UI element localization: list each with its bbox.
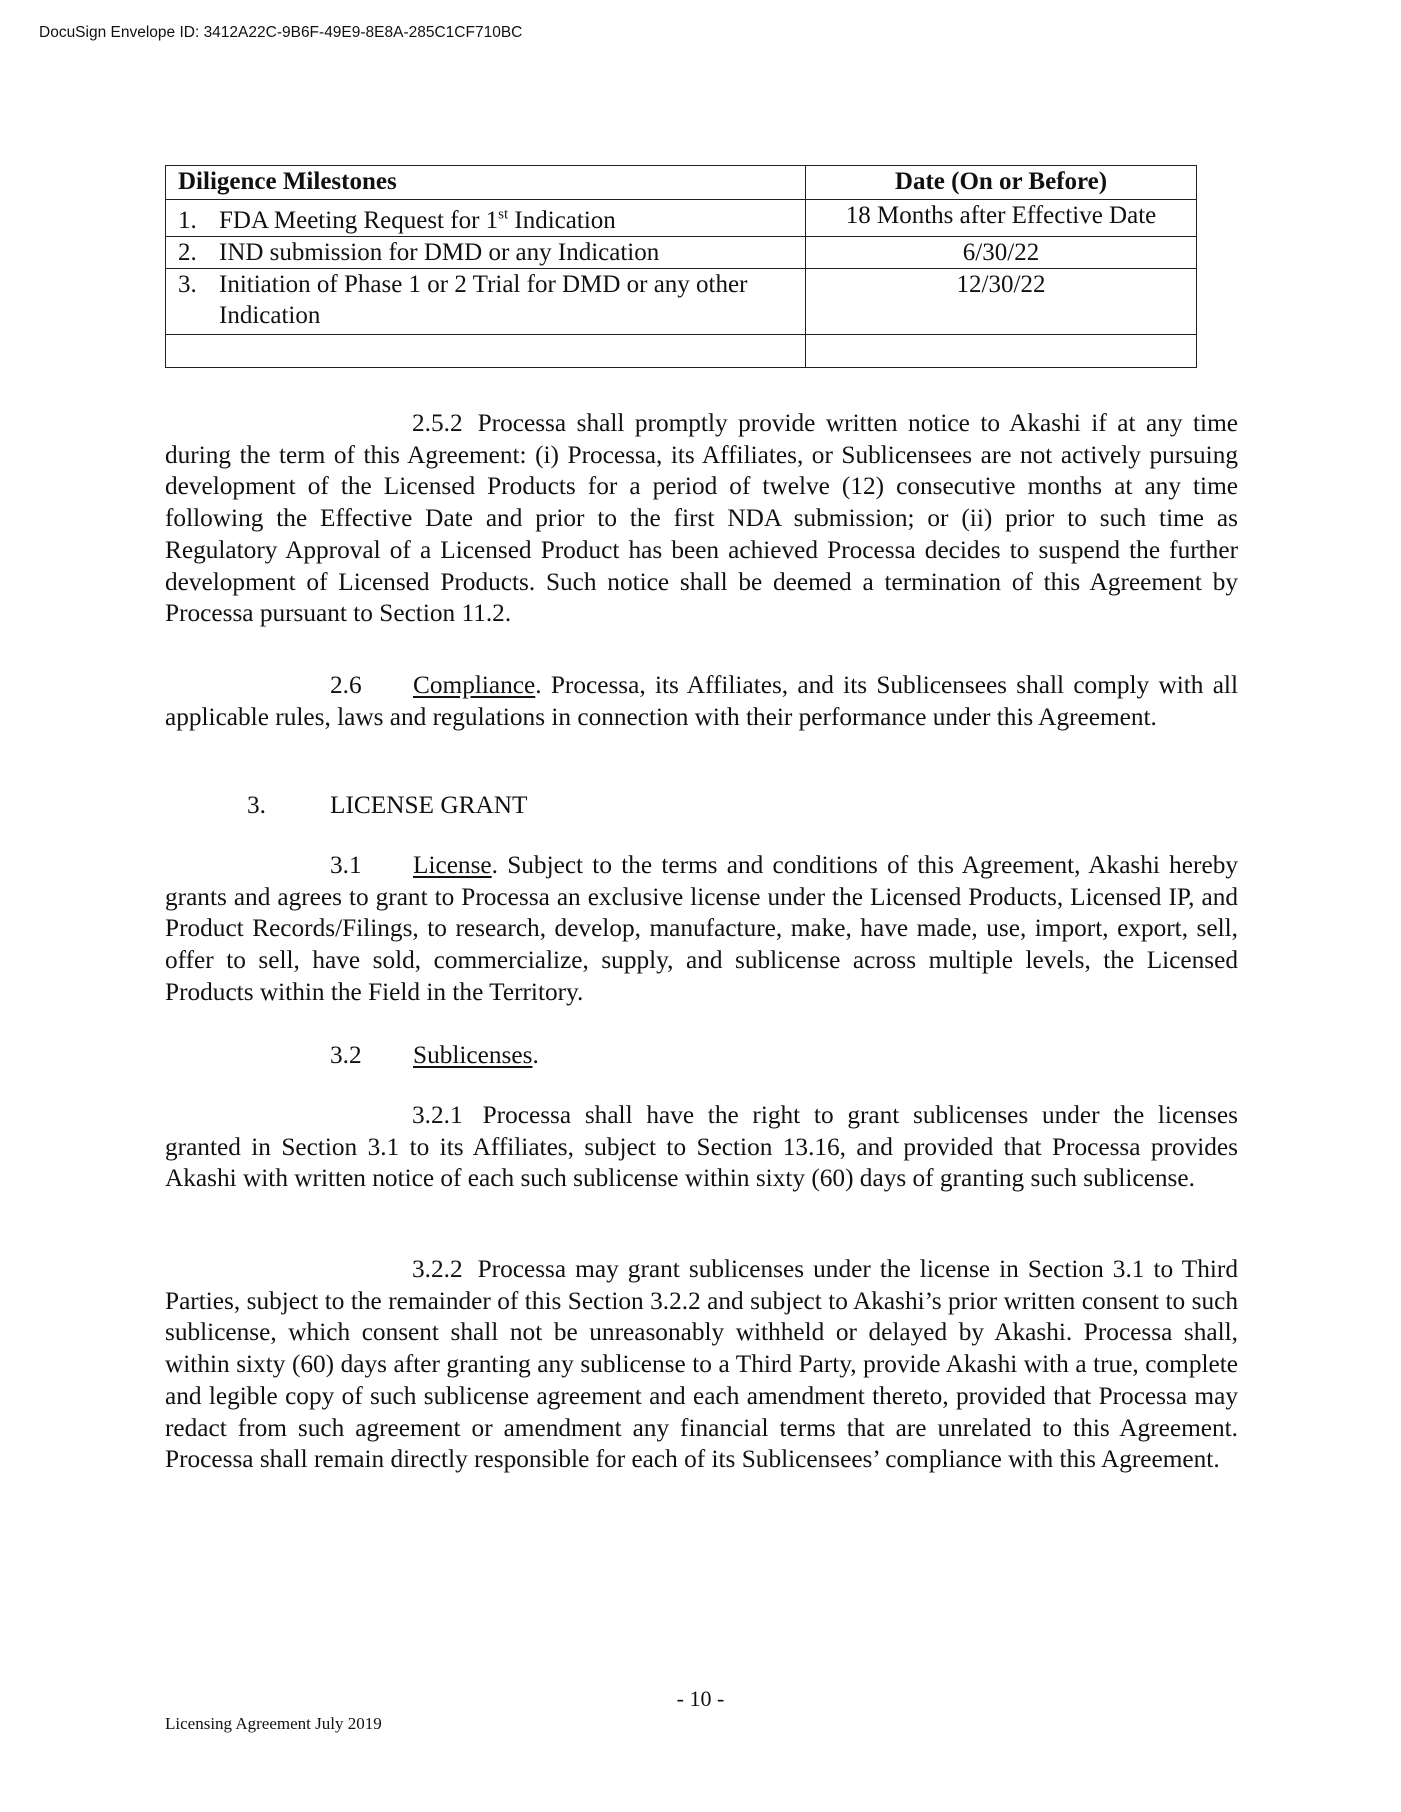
section-2-6: [165, 670, 1238, 733]
section-title: Compliance: [413, 671, 536, 699]
section-text: .: [532, 1041, 539, 1069]
section-number: 2.5.2: [412, 409, 463, 437]
section-text: Processa shall have the right to grant sublicenses under the licenses granted in Section 3.1 to its Affiliates, subject to Section 13.16, and provided that Processa provides Akashi with written notice of each such sublicense within sixty (60) days of granting such sublicense.: [165, 1101, 1238, 1193]
section-number: 3.2.1: [412, 1101, 463, 1129]
section-3-heading: [165, 790, 1238, 822]
diligence-milestones-table: [165, 165, 1197, 368]
section-number: 3.1: [330, 851, 362, 879]
section-3-2-1: [165, 1100, 1238, 1195]
milestone-cell: [166, 335, 806, 368]
milestone-text-part: Indication: [508, 207, 616, 235]
section-number: 2.6: [330, 671, 362, 699]
milestone-text: IND submission for DMD or any Indication: [219, 239, 660, 267]
milestone-text-part: FDA Meeting Request for 1: [219, 207, 499, 235]
milestone-text-line: Indication: [219, 302, 321, 330]
section-3-2-2: [165, 1254, 1238, 1476]
section-number: 3.2.2: [412, 1255, 463, 1283]
section-text: Processa may grant sublicenses under the license in Section 3.1 to Third Parties, subject to the remainder of this Section 3.2.2 and subject to Akashi’s prior written consent to such sublicense, which consent shall not be unreasonably withheld or delayed by Akashi. Processa shall, within sixty (60) days after granting any sublicense to a Third Party, provide Akashi with a true, complete and legible copy of such sublicense agreement and each amendment thereto, provided that Processa may redact from such agreement or amendment any financial terms that are unrelated to this Agreement. Processa shall remain directly responsible for each of its Sublicensees’ compliance with this Agreement.: [165, 1255, 1238, 1474]
date-cell: 6/30/22: [806, 237, 1197, 269]
section-title: License: [413, 851, 492, 879]
milestone-cell: [166, 237, 806, 269]
header-date: Date (On or Before): [806, 166, 1197, 200]
section-2-5-2: [165, 408, 1238, 630]
date-cell: 12/30/22: [806, 269, 1197, 335]
milestone-text: [219, 207, 616, 234]
milestone-number: 1.: [178, 207, 197, 235]
section-title: LICENSE GRANT: [330, 791, 528, 819]
section-3-1: [165, 850, 1238, 1009]
milestone-text: [219, 269, 747, 331]
milestone-number: 3.: [178, 271, 197, 299]
table-row: [166, 200, 1197, 237]
footer-text: Licensing Agreement July 2019: [165, 1714, 382, 1733]
table-row: [166, 269, 1197, 335]
milestone-text-line: Initiation of Phase 1 or 2 Trial for DMD or any other: [219, 271, 748, 299]
milestone-number: 2.: [178, 239, 197, 267]
date-cell: [806, 335, 1197, 368]
section-text: . Subject to the terms and conditions of this Agreement, Akashi hereby grants and agrees to grant to Processa an exclusive license under the Licensed Products, Licensed IP, and Product Records/Filings, to research, develop, manufacture, make, have made, use, import, export, sell, offer to sell, have sold, commercialize, supply, and sublicense across multiple levels, the Licensed Products within the Field in the Territory.: [165, 851, 1238, 1006]
milestone-cell: [166, 200, 806, 237]
section-text: . Processa, its Affiliates, and its Sublicensees shall comply with all applicable rules, laws and regulations in connection with their performance under this Agreement.: [165, 671, 1238, 731]
header-milestones: Diligence Milestones: [166, 166, 806, 200]
superscript: st: [498, 207, 509, 223]
table-row: [166, 237, 1197, 269]
section-text: Processa shall promptly provide written notice to Akashi if at any time during the term of this Agreement: (i) Processa, its Affiliates, or Sublicensees are not actively pursuing development of the Licensed Products for a period of twelve (12) consecutive months at any time following the Effective Date and prior to the first NDA submission; or (ii) prior to such time as Regulatory Approval of a Licensed Product has been achieved Processa decides to suspend the further development of Licensed Products. Such notice shall be deemed a termination of this Agreement by Processa pursuant to Section 11.2.: [165, 409, 1238, 628]
docusign-envelope-id: DocuSign Envelope ID: 3412A22C-9B6F-49E9-8E8A-285C1CF710BC: [39, 24, 523, 41]
section-number: 3.2: [330, 1041, 362, 1069]
section-title: Sublicenses: [413, 1041, 533, 1069]
section-number: 3.: [247, 791, 266, 819]
table-header-row: [166, 166, 1197, 200]
date-cell: 18 Months after Effective Date: [806, 200, 1197, 237]
section-3-2: [165, 1040, 1238, 1072]
milestone-cell: [166, 269, 806, 335]
table-row-empty: [166, 335, 1197, 368]
page-number: - 10 -: [676, 1686, 725, 1711]
